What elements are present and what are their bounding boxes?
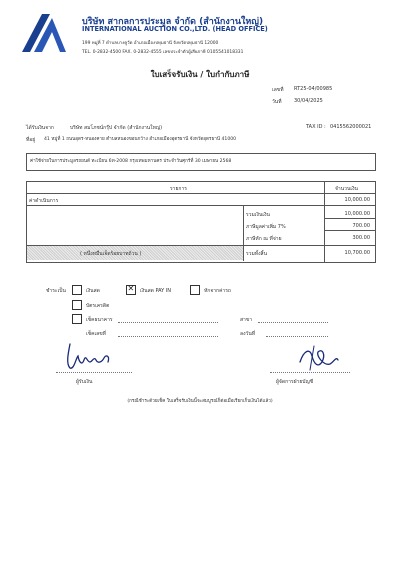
cash-label: เงินสด bbox=[86, 288, 100, 294]
col-amount-header: จำนวนเงิน bbox=[335, 186, 358, 192]
customer-name: บริษัท สมโภชน์กรุ๊ป จำกัด (สำนักงานใหญ่) bbox=[70, 125, 163, 131]
receiver-sign-line bbox=[56, 372, 132, 373]
company-name-th: บริษัท สากลการประมูล จำกัด (สำนักงานใหญ่) bbox=[82, 17, 264, 27]
transfer-checkbox[interactable] bbox=[126, 285, 136, 295]
cheque-checkbox[interactable] bbox=[72, 314, 82, 324]
company-contact: TEL. 0-2832-4500 FAX. 0-2832-4555 เลขประจำตัวผู้เสียภาษี 0105541018331 bbox=[82, 50, 244, 55]
total-amount: 10,700.00 bbox=[344, 250, 370, 256]
doc-no-label: เลขที่ bbox=[272, 87, 284, 93]
address-label: ที่อยู่ bbox=[26, 137, 36, 143]
summary-divider-1 bbox=[324, 218, 375, 219]
company-name-en: INTERNATIONAL AUCTION CO.,LTD. (HEAD OFFICE) bbox=[82, 25, 268, 33]
cheque-no-label: เช็คเลขที่ bbox=[86, 331, 106, 337]
tax-id-label: TAX ID : bbox=[306, 124, 326, 130]
row-divider bbox=[26, 205, 375, 206]
cheque-date-line bbox=[266, 336, 328, 337]
vat-amount: 700.00 bbox=[352, 223, 370, 229]
amount-in-words: ( หนึ่งหมื่นเจ็ดร้อยบาทถ้วน ) bbox=[80, 251, 142, 257]
authorized-sign-line bbox=[270, 372, 350, 373]
bank-name-line bbox=[118, 322, 218, 323]
credit-card-checkbox[interactable] bbox=[72, 300, 82, 310]
subtotal-label: รวมเงินเงิน bbox=[246, 212, 270, 218]
description-text: ค่าใช้จ่ายในการประมูลรถยนต์ ทะเบียน 6ท-2008 กรุงเทพมหานคร ประจำวันศุกร์ที่ 30 เมษายน 2568 bbox=[30, 159, 232, 164]
withholding-label: ภาษีหัก ณ ที่จ่าย bbox=[246, 236, 282, 242]
cheque-no-line bbox=[118, 336, 218, 337]
transfer-label: เงินสด PAY IN bbox=[140, 288, 172, 294]
deduct-label: หักจากค่ารถ bbox=[204, 288, 231, 294]
table-header-divider bbox=[26, 193, 375, 194]
deduct-checkbox[interactable] bbox=[190, 285, 200, 295]
subtotal-amount: 10,000.00 bbox=[344, 211, 370, 217]
footer-note: (กรณีชำระด้วยเช็ค ใบเสร็จรับเงินนี้จะสมบูรณ์ก็ต่อเมื่อเรียกเก็บเงินได้แล้ว) bbox=[127, 399, 273, 404]
document-title: ใบเสร็จรับเงิน / ใบกำกับภาษี bbox=[150, 70, 250, 79]
item-amount: 10,000.00 bbox=[344, 197, 370, 203]
total-label: รวมทั้งสิ้น bbox=[246, 251, 267, 257]
vat-label: ภาษีมูลค่าเพิ่ม 7% bbox=[246, 224, 286, 230]
item-name: ค่าดำเนินการ bbox=[29, 198, 59, 204]
cheque-label: เช็คธนาคาร bbox=[86, 317, 113, 323]
amount-column-divider bbox=[324, 181, 325, 262]
summary-divider-2 bbox=[324, 230, 375, 231]
company-logo bbox=[22, 14, 66, 52]
doc-date: 30/04/2025 bbox=[294, 98, 323, 104]
branch-line bbox=[258, 322, 328, 323]
credit-card-label: บัตรเครดิต bbox=[86, 303, 110, 309]
col-item-header: รายการ bbox=[170, 186, 187, 192]
authorized-label: ผู้จัดการฝ่ายบัญชี bbox=[276, 379, 314, 385]
withholding-amount: 300.00 bbox=[352, 235, 370, 241]
summary-label-divider bbox=[243, 205, 244, 261]
customer-address: 41 หมู่ที่ 1 ถนนอุดร-หนองคาย ตำบลหนองขอนกว้าง อำเภอเมืองอุดรธานี จังหวัดอุดรธานี 41000 bbox=[44, 137, 237, 142]
doc-date-label: วันที่ bbox=[272, 99, 282, 105]
company-address: 199 หมู่ที่ 7 ตำบลบางคูวัด อำเภอเมืองปทุมธานี จังหวัดปทุมธานี 12000 bbox=[82, 41, 219, 46]
cash-checkbox[interactable] bbox=[72, 285, 82, 295]
authorized-signature bbox=[296, 342, 342, 372]
receiver-signature bbox=[64, 340, 114, 372]
cheque-date-label: ลงวันที่ bbox=[240, 331, 256, 337]
tax-id: 0415562000021 bbox=[330, 124, 372, 130]
branch-label: สาขา bbox=[240, 317, 253, 323]
receiver-label: ผู้รับเงิน bbox=[76, 379, 93, 385]
payment-label: ชำระเป็น bbox=[46, 288, 66, 294]
received-from-label: ได้รับเงินจาก bbox=[26, 125, 54, 131]
doc-no: RT25-04/00985 bbox=[294, 86, 333, 92]
